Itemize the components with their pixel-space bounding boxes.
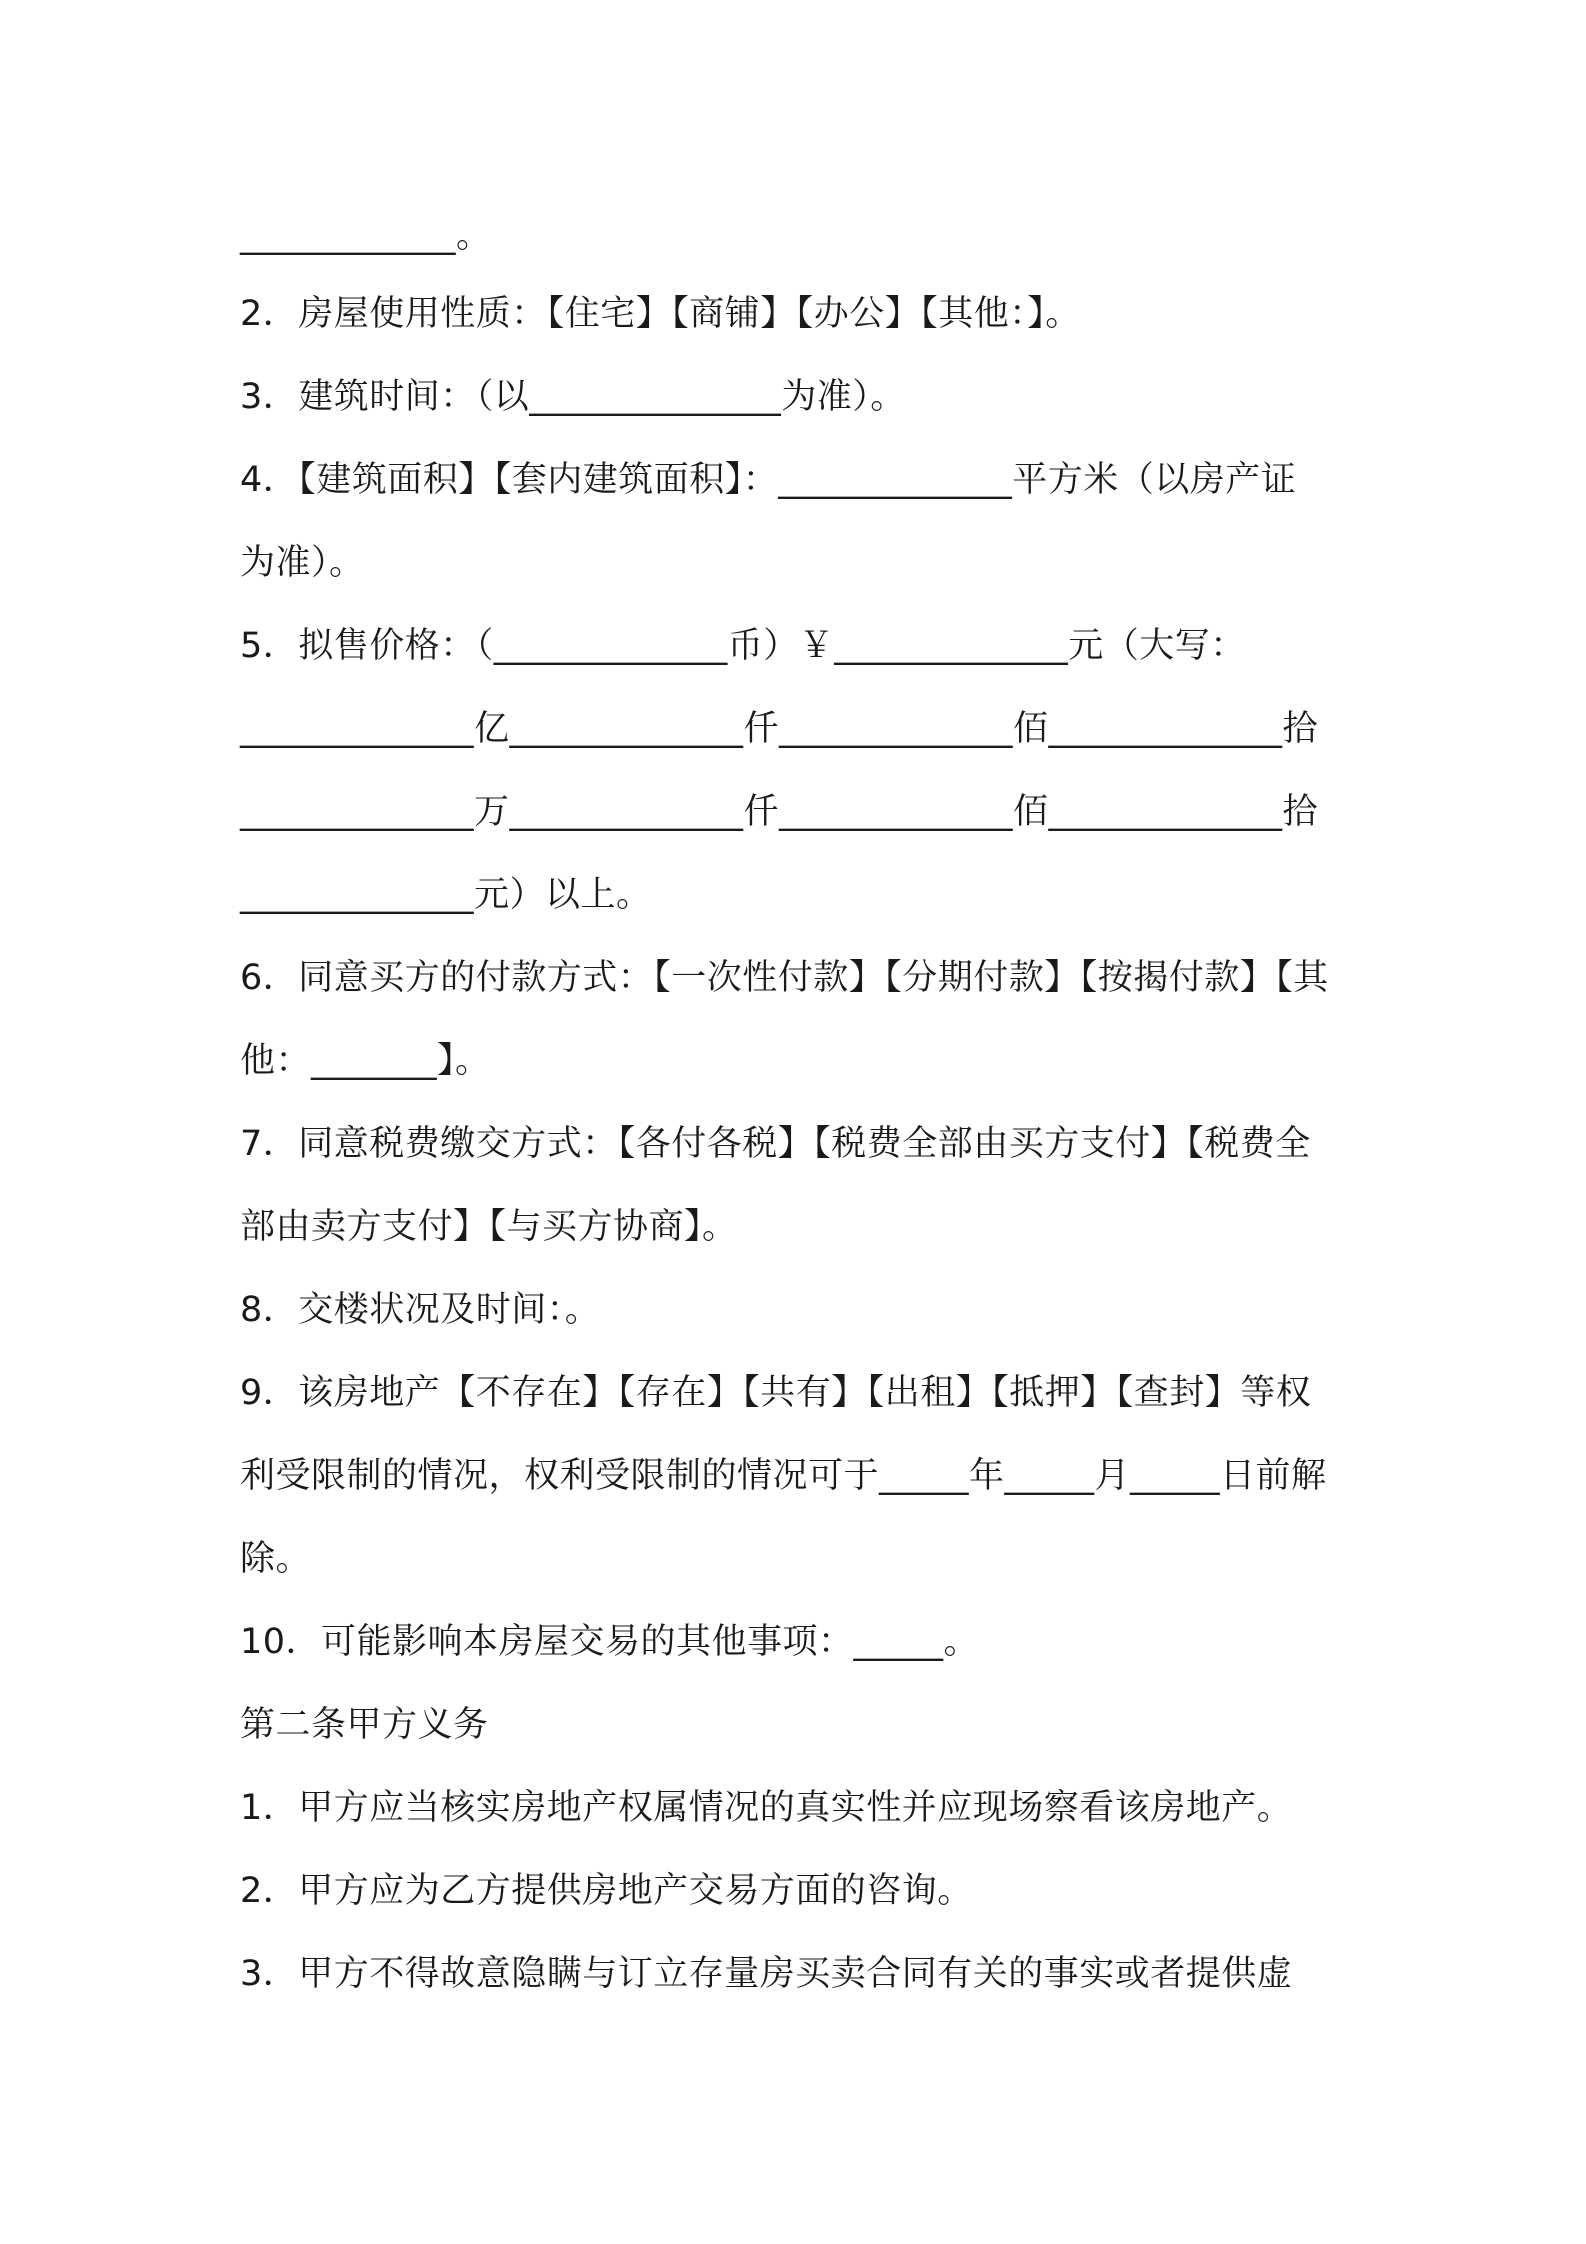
item-8-handover: 8．交楼状况及时间：。 [240, 1290, 601, 1330]
item-2-usage-type: 2．房屋使用性质：【住宅】【商铺】【办公】【其他：】。 [240, 294, 1081, 334]
item-5-price-line-2: _____________亿_____________仟_____________佰_____________拾 [240, 709, 1319, 749]
item-10-other: 10．可能影响本房屋交易的其他事项：_____。 [240, 1622, 980, 1662]
item-5-price-line-3: _____________万_____________仟_____________佰_____________拾 [240, 792, 1319, 832]
item-7-tax: 7．同意税费缴交方式：【各付各税】【税费全部由买方支付】【税费全 [240, 1124, 1311, 1164]
item-6-payment: 6．同意买方的付款方式：【一次性付款】【分期付款】【按揭付款】【其 [240, 958, 1329, 998]
item-5-price-line-4: _____________元）以上。 [240, 875, 652, 915]
item-7-tax-cont: 部由卖方支付】【与买方协商】。 [240, 1207, 738, 1247]
item-9-restrictions: 9．该房地产【不存在】【存在】【共有】【出租】【抵押】【查封】等权 [240, 1373, 1312, 1413]
party-a-duty-2: 2．甲方应为乙方提供房地产交易方面的咨询。 [240, 1871, 973, 1911]
text-line-1: ____________。 [240, 216, 492, 256]
item-3-build-time: 3．建筑时间：（以______________为准）。 [240, 377, 906, 417]
item-5-price: 5．拟售价格：（_____________币）￥_____________元（大写： [240, 626, 1246, 666]
item-4-area-cont: 为准）。 [240, 543, 365, 583]
section-heading-article-2: 第二条甲方义务 [240, 1705, 489, 1745]
item-4-area: 4．【建筑面积】【套内建筑面积】：_____________平方米（以房产证 [240, 460, 1297, 500]
item-9-restrictions-line-3: 除。 [240, 1539, 312, 1579]
party-a-duty-1: 1．甲方应当核实房地产权属情况的真实性并应现场察看该房地产。 [240, 1788, 1293, 1828]
party-a-duty-3: 3．甲方不得故意隐瞒与订立存量房买卖合同有关的事实或者提供虚 [240, 1954, 1293, 1994]
item-9-restrictions-line-2: 利受限制的情况，权利受限制的情况可于_____年_____月_____日前解 [240, 1456, 1327, 1496]
item-6-payment-cont: 他：_______】。 [240, 1041, 491, 1081]
